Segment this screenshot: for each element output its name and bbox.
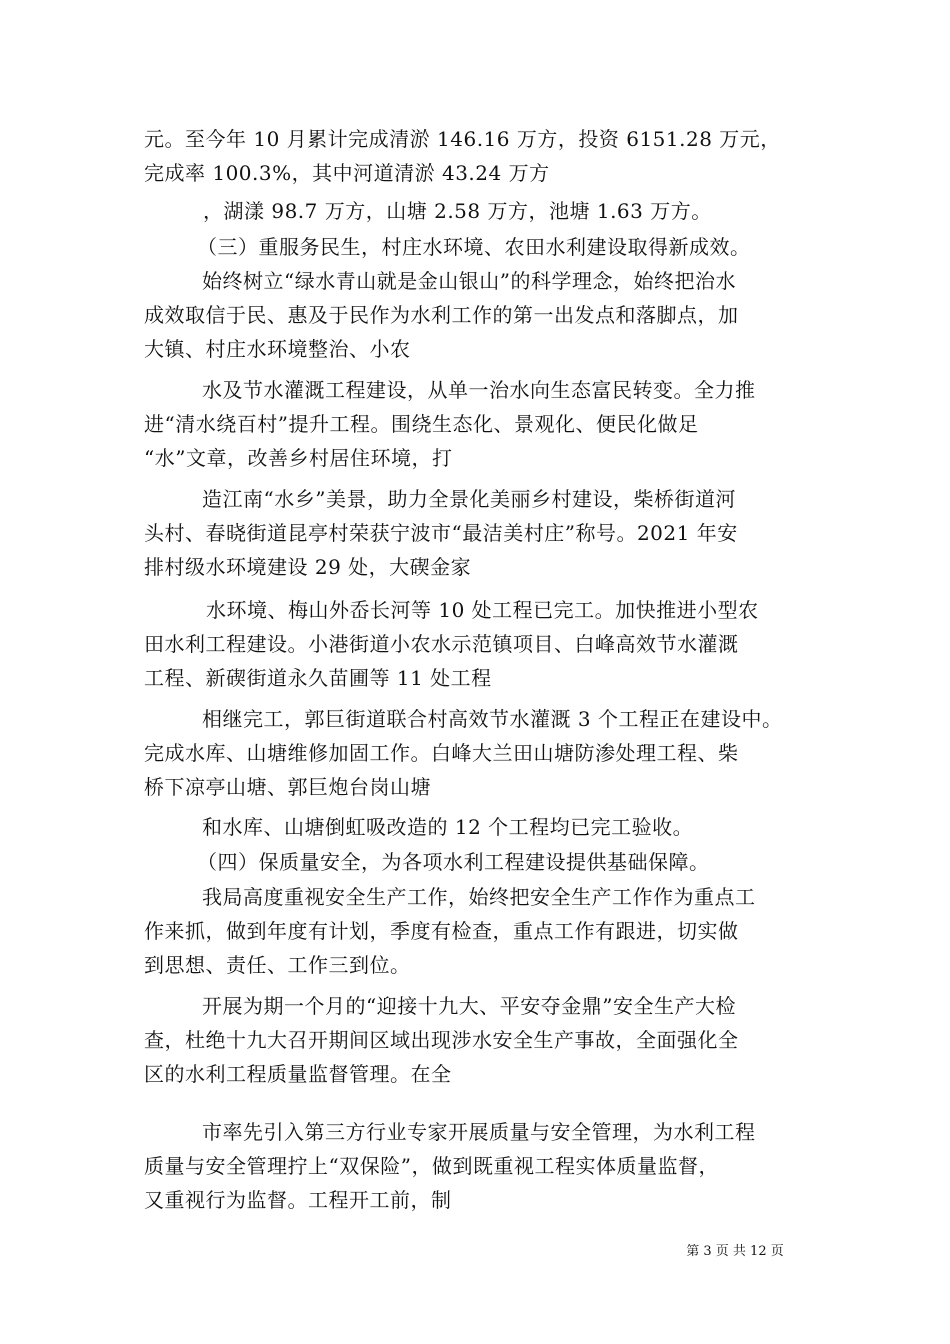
paragraph: [144, 702, 814, 804]
text-line: 又重视行为监督。工程开工前，制: [144, 1188, 452, 1212]
text-line: 水及节水灌溉工程建设，从单一治水向生态富民转变。全力推: [202, 378, 756, 402]
paragraph: [144, 810, 814, 844]
paragraph: [144, 880, 814, 982]
text-line: 成效取信于民、惠及于民作为水利工作的第一出发点和落脚点，加: [144, 303, 739, 327]
text-line: 和水库、山塘倒虹吸改造的 12 个工程均已完工验收。: [202, 815, 694, 839]
text-line: 完成率 100.3%，其中河道清淤 43.24 万方: [144, 161, 550, 185]
text-line: 到思想、责任、工作三到位。: [144, 953, 411, 977]
paragraph: [203, 194, 873, 228]
page-number-footer: 第 3 页 共 12 页: [686, 1244, 784, 1259]
text-line: “水”文章，改善乡村居住环境，打: [144, 446, 453, 470]
paragraph: [144, 1115, 814, 1217]
text-line: 桥下凉亭山塘、郭巨炮台岗山塘: [144, 775, 431, 799]
paragraph: [144, 989, 814, 1091]
paragraph: [144, 122, 814, 190]
text-line: 大镇、村庄水环境整治、小农: [144, 337, 411, 361]
text-line: 质量与安全管理拧上“双保险”，做到既重视工程实体质量监督，: [144, 1154, 719, 1178]
section-heading: [197, 845, 867, 879]
text-line: 我局高度重视安全生产工作，始终把安全生产工作作为重点工: [202, 885, 756, 909]
text-line: （四）保质量安全，为各项水利工程建设提供基础保障。: [197, 850, 710, 874]
text-line: ，湖漾 98.7 万方，山塘 2.58 万方，池塘 1.63 万方。: [203, 199, 712, 223]
paragraph: [144, 373, 814, 475]
text-line: 始终树立“绿水青山就是金山银山”的科学理念，始终把治水: [202, 269, 736, 293]
text-line: 查，杜绝十九大召开期间区域出现涉水安全生产事故，全面强化全: [144, 1028, 739, 1052]
text-line: 市率先引入第三方行业专家开展质量与安全管理，为水利工程: [202, 1120, 756, 1144]
text-line: 排村级水环境建设 29 处，大碶金家: [144, 555, 472, 579]
text-line: 田水利工程建设。小港街道小农水示范镇项目、白峰高效节水灌溉: [144, 632, 739, 656]
text-line: 造江南“水乡”美景，助力全景化美丽乡村建设，柴桥街道河: [202, 487, 736, 511]
text-line: 工程、新碶街道永久苗圃等 11 处工程: [144, 666, 492, 690]
paragraph: [144, 264, 814, 366]
text-line: 水环境、梅山外岙长河等 10 处工程已完工。加快推进小型农: [206, 598, 759, 622]
paragraph: [144, 482, 814, 584]
text-line: （三）重服务民生，村庄水环境、农田水利建设取得新成效。: [197, 235, 751, 259]
paragraph: [144, 593, 814, 695]
text-line: 完成水库、山塘维修加固工作。白峰大兰田山塘防渗处理工程、柴: [144, 741, 739, 765]
text-line: 区的水利工程质量监督管理。在全: [144, 1062, 452, 1086]
text-line: 元。至今年 10 月累计完成清淤 146.16 万方，投资 6151.28 万元，: [144, 127, 781, 151]
section-heading: [197, 230, 867, 264]
text-line: 进“清水绕百村”提升工程。围绕生态化、景观化、便民化做足: [144, 412, 699, 436]
text-line: 头村、春晓街道昆亭村荣获宁波市“最洁美村庄”称号。2021 年安: [144, 521, 738, 545]
text-line: 相继完工，郭巨街道联合村高效节水灌溉 3 个工程正在建设中。: [202, 707, 783, 731]
text-line: 作来抓，做到年度有计划，季度有检查，重点工作有跟进，切实做: [144, 919, 739, 943]
text-line: 开展为期一个月的“迎接十九大、平安夺金鼎”安全生产大检: [202, 994, 736, 1018]
